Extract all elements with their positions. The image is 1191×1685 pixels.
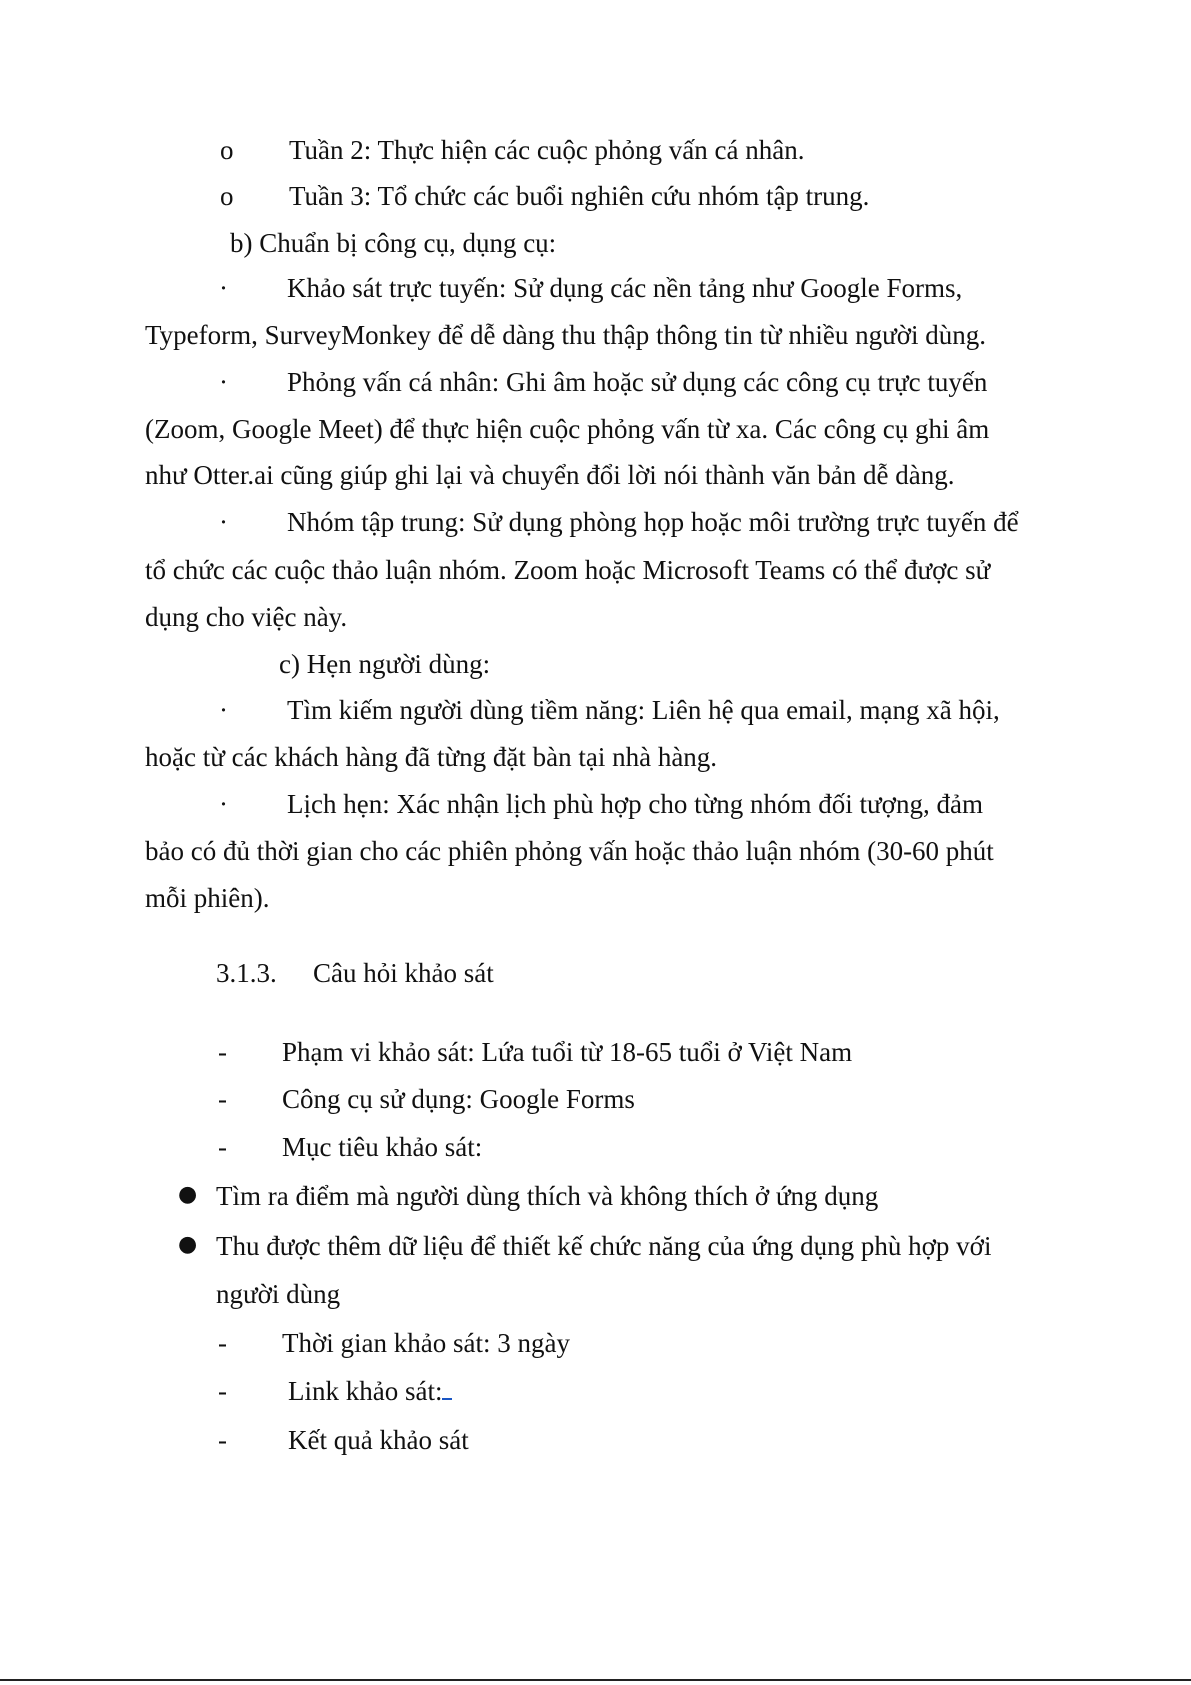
online-survey-line-2: Typeform, SurveyMonkey để dễ dàng thu thập thông tin từ nhiều người dùng. — [145, 320, 987, 350]
bullet-icon: ● — [178, 1182, 198, 1207]
list-marker-dash: - — [218, 1376, 227, 1406]
interview-line-2: (Zoom, Google Meet) để thực hiện cuộc phỏng vấn từ xa. Các công cụ ghi âm — [145, 414, 990, 444]
schedule-line-3: mỗi phiên). — [145, 883, 270, 913]
survey-duration: Thời gian khảo sát: 3 ngày — [282, 1328, 570, 1358]
goal-item-2-line-2: người dùng — [216, 1279, 341, 1309]
page-bottom-rule — [0, 1679, 1191, 1681]
schedule-line-1: Lịch hẹn: Xác nhận lịch phù hợp cho từng nhóm đối tượng, đảm — [287, 789, 983, 819]
list-marker-dot: · — [219, 367, 228, 397]
list-marker-dash: - — [218, 1328, 227, 1358]
list-marker-dash: - — [218, 1132, 227, 1162]
survey-link[interactable] — [442, 1376, 452, 1400]
week-2-line: Tuần 2: Thực hiện các cuộc phỏng vấn cá nhân. — [289, 135, 805, 165]
list-marker-o: o — [220, 135, 234, 165]
focus-group-line-2: tổ chức các cuộc thảo luận nhóm. Zoom hoặc Microsoft Teams có thể được sử — [145, 555, 991, 585]
goal-item-2-line-1: Thu được thêm dữ liệu để thiết kế chức năng của ứng dụng phù hợp với — [216, 1231, 992, 1261]
bullet-icon: ● — [178, 1232, 198, 1257]
list-marker-dot: · — [219, 507, 228, 537]
section-b-heading: b) Chuẩn bị công cụ, dụng cụ: — [230, 228, 557, 258]
list-marker-dot: · — [219, 789, 228, 819]
list-marker-dot: · — [219, 695, 228, 725]
week-3-line: Tuần 3: Tổ chức các buổi nghiên cứu nhóm tập trung. — [289, 181, 870, 211]
list-marker-dash: - — [218, 1084, 227, 1114]
list-marker-o: o — [220, 181, 234, 211]
survey-scope: Phạm vi khảo sát: Lứa tuổi từ 18-65 tuổi ở Việt Nam — [282, 1037, 853, 1067]
goal-item-1: Tìm ra điểm mà người dùng thích và không thích ở ứng dụng — [216, 1181, 879, 1211]
survey-tool: Công cụ sử dụng: Google Forms — [282, 1084, 635, 1114]
schedule-line-2: bảo có đủ thời gian cho các phiên phỏng vấn hoặc thảo luận nhóm (30-60 phút — [145, 836, 994, 866]
find-users-line-2: hoặc từ các khách hàng đã từng đặt bàn tại nhà hàng. — [145, 742, 718, 772]
list-marker-dash: - — [218, 1037, 227, 1067]
interview-line-3: như Otter.ai cũng giúp ghi lại và chuyển đổi lời nói thành văn bản dễ dàng. — [145, 460, 955, 490]
list-marker-dash: - — [218, 1425, 227, 1455]
section-313-number: 3.1.3. — [216, 958, 277, 988]
focus-group-line-3: dụng cho việc này. — [145, 602, 348, 632]
section-c-heading: c) Hẹn người dùng: — [279, 649, 491, 679]
survey-link-label: Link khảo sát: — [288, 1376, 443, 1406]
find-users-line-1: Tìm kiếm người dùng tiềm năng: Liên hệ qua email, mạng xã hội, — [287, 695, 1000, 725]
interview-line-1: Phỏng vấn cá nhân: Ghi âm hoặc sử dụng các công cụ trực tuyến — [287, 367, 988, 397]
survey-results: Kết quả khảo sát — [288, 1425, 469, 1455]
survey-goal: Mục tiêu khảo sát: — [282, 1132, 483, 1162]
list-marker-dot: · — [219, 273, 228, 303]
focus-group-line-1: Nhóm tập trung: Sử dụng phòng họp hoặc môi trường trực tuyến để — [287, 507, 1019, 537]
online-survey-line-1: Khảo sát trực tuyến: Sử dụng các nền tảng như Google Forms, — [287, 273, 963, 303]
section-313-title: Câu hỏi khảo sát — [313, 958, 494, 988]
survey-link-row — [288, 1375, 452, 1407]
